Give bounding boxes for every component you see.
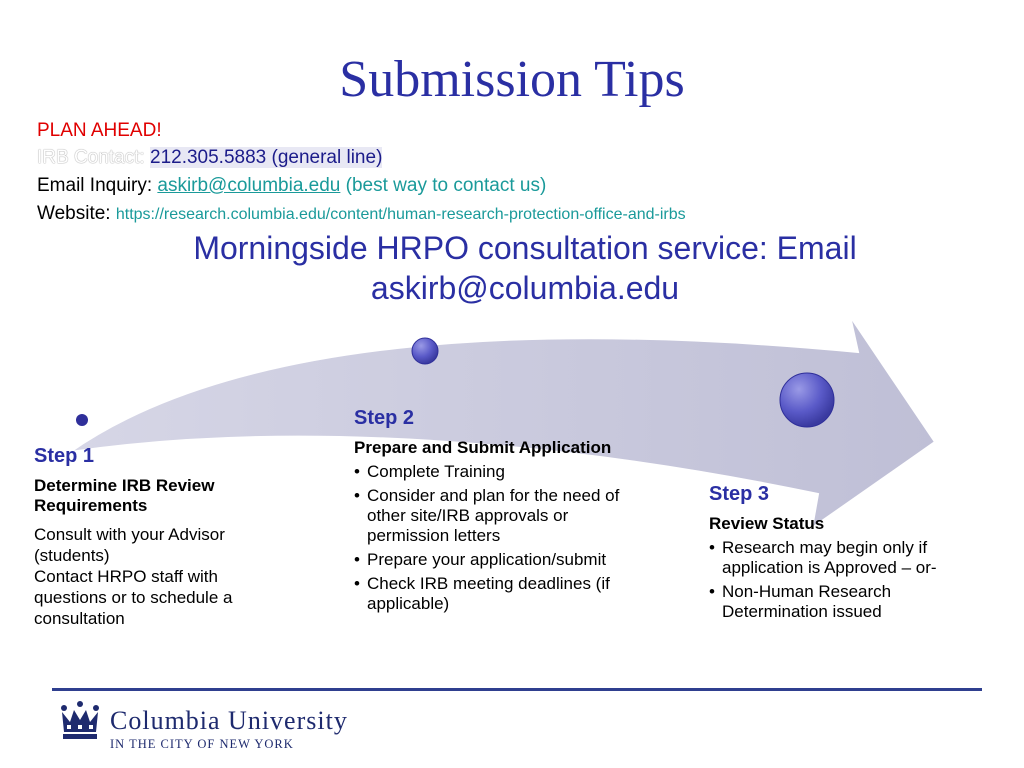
consultation-line-2: askirb@columbia.edu xyxy=(370,270,680,306)
step-2-marker xyxy=(412,338,438,364)
irb-contact-label: IRB Contact: xyxy=(37,147,150,168)
email-inquiry-label: Email Inquiry: xyxy=(37,175,158,196)
step-2-bullet: • Check IRB meeting deadlines (if applicable) xyxy=(354,574,654,614)
website-label: Website: xyxy=(37,203,116,224)
step-3-bullet-list xyxy=(709,538,989,622)
step-3-bullet: • Non-Human Research Determination issued xyxy=(709,582,989,622)
plan-ahead-alert: PLAN AHEAD! xyxy=(37,120,162,141)
step-2-heading: Step 2 xyxy=(354,407,415,429)
step-1-block xyxy=(34,445,294,629)
website-link[interactable]: https://research.columbia.edu/content/human-research-protection-office-and-irbs xyxy=(115,206,686,223)
logo-university-name: Columbia University xyxy=(110,706,348,735)
step-3-block xyxy=(709,483,989,622)
crown-icon xyxy=(58,700,102,744)
columbia-university-logo xyxy=(58,700,418,756)
logo-tagline: IN THE CITY OF NEW YORK xyxy=(110,737,294,751)
step-3-subheading: Review Status xyxy=(709,514,825,533)
email-note: (best way to contact us) xyxy=(340,175,547,196)
step-2-bullet: • Consider and plan for the need of other site/IRB approvals or permission letters xyxy=(354,486,654,546)
step-1-subheading: Determine IRB Review Requirements xyxy=(34,476,215,515)
email-link[interactable]: askirb@columbia.edu xyxy=(157,175,341,196)
step-3-marker xyxy=(780,373,834,427)
consultation-line-1: Morningside HRPO consultation service: Email xyxy=(193,230,857,266)
step-3-heading: Step 3 xyxy=(709,483,770,505)
step-2-bullet-list xyxy=(354,462,654,614)
step-1-heading: Step 1 xyxy=(34,445,95,467)
step-2-block xyxy=(354,407,654,614)
irb-contact-phone: 212.305.5883 (general line) xyxy=(150,147,383,168)
step-3-bullet: • Research may begin only if application is Approved – or- xyxy=(709,538,989,578)
step-1-text-2: Contact HRPO staff with questions or to schedule a consultation xyxy=(34,567,233,628)
step-1-text-1: Consult with your Advisor (students) xyxy=(34,525,225,565)
step-2-bullet: • Prepare your application/submit xyxy=(354,550,654,570)
slide-title: Submission Tips xyxy=(339,51,685,108)
step-1-marker xyxy=(76,414,88,426)
step-2-subheading: Prepare and Submit Application xyxy=(354,438,612,457)
step-2-bullet: • Complete Training xyxy=(354,462,654,482)
footer-divider xyxy=(52,688,982,691)
